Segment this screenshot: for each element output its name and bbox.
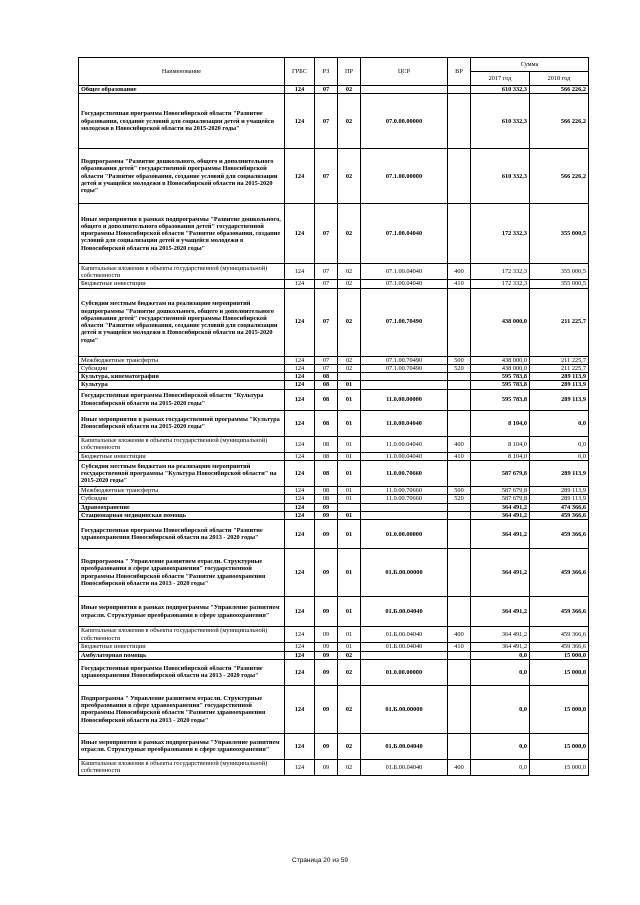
- row-name: Государственная программа Новосибирской области "Культура Новосибирской области на 2015-2020 годы": [79, 389, 285, 410]
- row-pr: 01: [338, 487, 361, 495]
- row-name: Капитальные вложения в объекты государственной (муниципальной) собственности: [79, 264, 285, 280]
- row-name: Иные мероприятия в рамках подпрограммы "Управление развитием отрасли. Структурные преобразования в сфере здравоохранения": [79, 733, 285, 759]
- row-csr: 01.Б.00.04040: [361, 627, 448, 643]
- table-row: [79, 288, 589, 356]
- row-name: Субсидии: [79, 364, 285, 372]
- row-csr: 01.0.00.00000: [361, 520, 448, 549]
- row-sum-2017: 438 000,0: [471, 288, 530, 356]
- row-sum-2017: 364 491,2: [471, 627, 530, 643]
- row-grbs: 124: [285, 264, 315, 280]
- row-grbs: 124: [285, 495, 315, 503]
- row-sum-2018: 289 113,9: [530, 461, 589, 487]
- row-csr: [361, 651, 448, 659]
- row-vr: [448, 410, 471, 436]
- row-sum-2017: 587 679,8: [471, 487, 530, 495]
- row-name: Капитальные вложения в объекты государственной (муниципальной) собственности: [79, 627, 285, 643]
- row-vr: [448, 86, 471, 94]
- row-grbs: 124: [285, 373, 315, 381]
- row-sum-2018: 566 226,2: [530, 94, 589, 149]
- row-vr: 400: [448, 436, 471, 452]
- table-row: [79, 733, 589, 759]
- row-sum-2018: 355 000,5: [530, 280, 589, 288]
- table-row: [79, 94, 589, 149]
- row-rz: 07: [315, 364, 338, 372]
- row-rz: 09: [315, 759, 338, 775]
- row-pr: 01: [338, 436, 361, 452]
- row-vr: 400: [448, 759, 471, 775]
- table-row: [79, 149, 589, 204]
- row-rz: 08: [315, 461, 338, 487]
- row-sum-2017: 172 332,3: [471, 204, 530, 264]
- row-name: Государственная программа Новосибирской области "Развитие образования, создание условий для социализации детей и учащейся молодежи в Новосибирской области на 2015-2020 годы": [79, 94, 285, 149]
- row-csr: 11.0.00.04040: [361, 436, 448, 452]
- table-row: [79, 685, 589, 733]
- row-rz: 07: [315, 149, 338, 204]
- row-sum-2018: 0,0: [530, 436, 589, 452]
- row-sum-2018: 459 366,6: [530, 643, 589, 651]
- row-grbs: 124: [285, 204, 315, 264]
- row-csr: 11.0.00.70660: [361, 461, 448, 487]
- row-vr: 410: [448, 280, 471, 288]
- row-rz: 07: [315, 204, 338, 264]
- row-rz: 09: [315, 643, 338, 651]
- row-vr: [448, 549, 471, 597]
- row-rz: 08: [315, 487, 338, 495]
- row-rz: 08: [315, 436, 338, 452]
- header-year-2017: 2017 год: [471, 72, 530, 86]
- row-sum-2018: 211 225,7: [530, 364, 589, 372]
- table-row: [79, 520, 589, 549]
- row-vr: 410: [448, 452, 471, 460]
- row-sum-2018: 15 000,0: [530, 651, 589, 659]
- row-name: Иные мероприятия в рамках подпрограммы "Развитие дошкольного, общего и дополнительного образования детей" государственной программы Новосибирской области "Развитие образования, создание условий для социализации детей и учащейся молодежи в Новосибирской области на 2015-2020 годы": [79, 204, 285, 264]
- header-sum: Сумма: [471, 58, 589, 72]
- row-pr: 01: [338, 597, 361, 627]
- row-pr: 02: [338, 685, 361, 733]
- row-sum-2018: 459 366,6: [530, 549, 589, 597]
- row-sum-2017: 610 332,3: [471, 94, 530, 149]
- row-sum-2018: 15 000,0: [530, 659, 589, 685]
- row-csr: 07.1.00.70490: [361, 356, 448, 364]
- table-row: [79, 389, 589, 410]
- row-name: Субсидии местным бюджетам на реализацию мероприятий подпрограммы "Развитие дошкольного, общего и дополнительного образования детей" государственной программы Новосибирской области "Развитие образования, создание условий для социализации детей и учащейся молодежи в Новосибирской области на 2015-2020 годы": [79, 288, 285, 356]
- row-sum-2017: 438 000,0: [471, 356, 530, 364]
- row-pr: 02: [338, 364, 361, 372]
- row-csr: 01.Б.00.04040: [361, 643, 448, 651]
- row-sum-2018: 289 113,9: [530, 373, 589, 381]
- row-pr: 01: [338, 461, 361, 487]
- row-sum-2017: 438 000,0: [471, 364, 530, 372]
- table-row: [79, 627, 589, 643]
- row-sum-2018: 355 000,5: [530, 204, 589, 264]
- row-sum-2018: 474 366,6: [530, 503, 589, 511]
- row-pr: 01: [338, 511, 361, 519]
- header-rz: РЗ: [315, 58, 338, 86]
- header-name: Наименование: [79, 58, 285, 86]
- row-sum-2018: 0,0: [530, 452, 589, 460]
- row-pr: 02: [338, 733, 361, 759]
- row-sum-2017: 587 679,8: [471, 461, 530, 487]
- row-sum-2018: 459 366,6: [530, 627, 589, 643]
- row-sum-2018: 211 225,7: [530, 356, 589, 364]
- row-name: Подпрограмма " Управление развитием отрасли. Структурные преобразования в сфере здравоохранения" государственной программы Новосибирской области "Развитие здравоохранения Новосибирской области на 2013 - 2020 годы": [79, 685, 285, 733]
- row-name: Общее образование: [79, 86, 285, 94]
- table-row: [79, 503, 589, 511]
- row-rz: 08: [315, 381, 338, 389]
- row-vr: [448, 511, 471, 519]
- row-csr: 01.Б.00.00000: [361, 685, 448, 733]
- table-body: [79, 86, 589, 776]
- table-row: [79, 511, 589, 519]
- row-rz: 07: [315, 356, 338, 364]
- table-row: [79, 643, 589, 651]
- row-csr: [361, 511, 448, 519]
- row-pr: 02: [338, 280, 361, 288]
- table-row: [79, 461, 589, 487]
- table-row: [79, 364, 589, 372]
- row-sum-2018: 289 113,9: [530, 495, 589, 503]
- header-year-2018: 2018 год: [530, 72, 589, 86]
- row-grbs: 124: [285, 280, 315, 288]
- row-vr: [448, 288, 471, 356]
- row-sum-2017: 610 332,3: [471, 86, 530, 94]
- row-csr: 01.Б.00.04040: [361, 597, 448, 627]
- row-rz: 07: [315, 280, 338, 288]
- row-vr: [448, 520, 471, 549]
- row-name: Подпрограмма "Развитие дошкольного, общего и дополнительного образования детей" государственной программы Новосибирской области "Развитие образования, создание условий для социализации детей и учащейся молодежи в Новосибирской области на 2015-2020 годы": [79, 149, 285, 204]
- row-pr: 02: [338, 264, 361, 280]
- row-grbs: 124: [285, 759, 315, 775]
- row-vr: [448, 659, 471, 685]
- table-row: [79, 495, 589, 503]
- row-grbs: 124: [285, 520, 315, 549]
- row-pr: 02: [338, 94, 361, 149]
- row-name: Иные мероприятия в рамках подпрограммы "Управление развитием отрасли. Структурные преобразования в сфере здравоохранения": [79, 597, 285, 627]
- row-pr: 02: [338, 651, 361, 659]
- row-pr: 02: [338, 288, 361, 356]
- table-row: [79, 487, 589, 495]
- row-pr: 01: [338, 627, 361, 643]
- row-csr: 11.0.00.04040: [361, 410, 448, 436]
- row-csr: [361, 86, 448, 94]
- table-row: [79, 659, 589, 685]
- row-vr: [448, 503, 471, 511]
- row-pr: [338, 503, 361, 511]
- row-rz: 09: [315, 549, 338, 597]
- row-rz: 07: [315, 86, 338, 94]
- row-grbs: 124: [285, 511, 315, 519]
- row-pr: 02: [338, 659, 361, 685]
- table-row: [79, 452, 589, 460]
- row-csr: [361, 503, 448, 511]
- row-rz: 09: [315, 651, 338, 659]
- row-rz: 09: [315, 597, 338, 627]
- table-row: [79, 597, 589, 627]
- row-rz: 08: [315, 495, 338, 503]
- row-sum-2018: 15 000,0: [530, 759, 589, 775]
- row-grbs: 124: [285, 410, 315, 436]
- row-rz: 09: [315, 659, 338, 685]
- row-name: Субсидии: [79, 495, 285, 503]
- row-grbs: 124: [285, 659, 315, 685]
- row-vr: [448, 204, 471, 264]
- row-pr: 01: [338, 520, 361, 549]
- row-grbs: 124: [285, 436, 315, 452]
- row-name: Бюджетные инвестиции: [79, 643, 285, 651]
- row-sum-2017: 0,0: [471, 759, 530, 775]
- row-name: Государственная программа Новосибирской области "Развитие здравоохранения Новосибирской области на 2013 - 2020 годы": [79, 659, 285, 685]
- row-csr: 11.0.00.04040: [361, 452, 448, 460]
- row-csr: 07.1.00.04040: [361, 264, 448, 280]
- row-rz: 09: [315, 627, 338, 643]
- table-row: [79, 204, 589, 264]
- row-csr: 07.1.00.70490: [361, 288, 448, 356]
- row-sum-2017: 595 783,8: [471, 389, 530, 410]
- row-csr: 11.0.00.00000: [361, 389, 448, 410]
- row-name: Бюджетные инвестиции: [79, 452, 285, 460]
- row-grbs: 124: [285, 733, 315, 759]
- table-row: [79, 86, 589, 94]
- row-csr: 01.Б.00.04040: [361, 733, 448, 759]
- row-name: Государственная программа Новосибирской области "Развитие здравоохранения Новосибирской области на 2013 - 2020 годы": [79, 520, 285, 549]
- row-sum-2017: 172 332,3: [471, 264, 530, 280]
- row-sum-2018: 355 000,5: [530, 264, 589, 280]
- row-csr: 07.0.00.00000: [361, 94, 448, 149]
- row-grbs: 124: [285, 651, 315, 659]
- row-csr: 11.0.00.70660: [361, 487, 448, 495]
- row-csr: [361, 381, 448, 389]
- row-vr: 500: [448, 356, 471, 364]
- row-sum-2017: 610 332,3: [471, 149, 530, 204]
- row-grbs: 124: [285, 288, 315, 356]
- row-sum-2017: 364 491,2: [471, 503, 530, 511]
- budget-table: [78, 57, 589, 776]
- row-pr: 02: [338, 759, 361, 775]
- row-sum-2017: 0,0: [471, 659, 530, 685]
- table-row: [79, 356, 589, 364]
- row-rz: 07: [315, 94, 338, 149]
- row-name: Подпрограмма " Управление развитием отрасли. Структурные преобразования в сфере здравоохранения" государственной программы Новосибирской области "Развитие здравоохранения Новосибирской области на 2013 - 2020 годы": [79, 549, 285, 597]
- row-sum-2018: 459 366,6: [530, 520, 589, 549]
- row-name: Здравоохранение: [79, 503, 285, 511]
- header-grbs: ГРБС: [285, 58, 315, 86]
- table-row: [79, 373, 589, 381]
- row-sum-2018: 566 226,2: [530, 149, 589, 204]
- row-grbs: 124: [285, 597, 315, 627]
- row-sum-2017: 595 783,8: [471, 373, 530, 381]
- row-sum-2017: 364 491,2: [471, 549, 530, 597]
- row-rz: 09: [315, 520, 338, 549]
- row-rz: 08: [315, 389, 338, 410]
- row-grbs: 124: [285, 356, 315, 364]
- row-sum-2017: 172 332,3: [471, 280, 530, 288]
- row-grbs: 124: [285, 86, 315, 94]
- row-rz: 08: [315, 452, 338, 460]
- row-vr: [448, 733, 471, 759]
- row-pr: 01: [338, 549, 361, 597]
- table-row: [79, 651, 589, 659]
- row-pr: 02: [338, 204, 361, 264]
- row-pr: 01: [338, 410, 361, 436]
- row-csr: [361, 373, 448, 381]
- row-pr: 02: [338, 86, 361, 94]
- row-csr: 07.1.00.04040: [361, 280, 448, 288]
- row-grbs: 124: [285, 364, 315, 372]
- row-grbs: 124: [285, 389, 315, 410]
- table-row: [79, 759, 589, 775]
- row-name: Межбюджетные трансферты: [79, 487, 285, 495]
- row-sum-2017: 364 491,2: [471, 597, 530, 627]
- row-vr: [448, 597, 471, 627]
- table-row: [79, 264, 589, 280]
- row-sum-2017: 8 104,0: [471, 410, 530, 436]
- row-pr: 01: [338, 643, 361, 651]
- row-grbs: 124: [285, 381, 315, 389]
- row-sum-2018: 289 113,9: [530, 487, 589, 495]
- row-rz: 09: [315, 503, 338, 511]
- table-row: [79, 549, 589, 597]
- row-rz: 07: [315, 264, 338, 280]
- row-rz: 07: [315, 288, 338, 356]
- row-name: Культура, кинематография: [79, 373, 285, 381]
- row-sum-2017: 364 491,2: [471, 643, 530, 651]
- header-vr: ВР: [448, 58, 471, 86]
- header-pr: ПР: [338, 58, 361, 86]
- row-pr: 01: [338, 452, 361, 460]
- row-vr: [448, 389, 471, 410]
- row-vr: 500: [448, 487, 471, 495]
- row-sum-2017: 8 104,0: [471, 436, 530, 452]
- row-vr: 400: [448, 264, 471, 280]
- row-csr: 07.1.00.00000: [361, 149, 448, 204]
- row-vr: 520: [448, 495, 471, 503]
- row-sum-2018: 0,0: [530, 410, 589, 436]
- row-pr: [338, 373, 361, 381]
- row-sum-2018: 211 225,7: [530, 288, 589, 356]
- row-name: Стационарная медицинская помощь: [79, 511, 285, 519]
- row-grbs: 124: [285, 627, 315, 643]
- page-number: Страница 20 из 59: [292, 857, 348, 864]
- row-sum-2018: 566 226,2: [530, 86, 589, 94]
- row-vr: [448, 149, 471, 204]
- row-csr: 07.1.00.70490: [361, 364, 448, 372]
- table-row: [79, 410, 589, 436]
- row-vr: [448, 461, 471, 487]
- header-csr: ЦСР: [361, 58, 448, 86]
- row-grbs: 124: [285, 643, 315, 651]
- row-name: Межбюджетные трансферты: [79, 356, 285, 364]
- table-row: [79, 280, 589, 288]
- table-row: [79, 381, 589, 389]
- row-grbs: 124: [285, 503, 315, 511]
- table-row: [79, 436, 589, 452]
- row-grbs: 124: [285, 487, 315, 495]
- row-vr: [448, 685, 471, 733]
- row-name: Амбулаторная помощь: [79, 651, 285, 659]
- row-sum-2018: 15 000,0: [530, 733, 589, 759]
- row-csr: 07.1.00.04040: [361, 204, 448, 264]
- row-sum-2018: 15 000,0: [530, 685, 589, 733]
- row-grbs: 124: [285, 94, 315, 149]
- row-grbs: 124: [285, 452, 315, 460]
- row-pr: 02: [338, 149, 361, 204]
- row-name: Субсидии местным бюджетам на реализацию мероприятий государственной программы "Культура Новосибирской области" на 2015-2020 годы": [79, 461, 285, 487]
- row-grbs: 124: [285, 685, 315, 733]
- row-csr: 01.Б.00.00000: [361, 549, 448, 597]
- row-rz: 09: [315, 733, 338, 759]
- row-grbs: 124: [285, 461, 315, 487]
- row-rz: 08: [315, 373, 338, 381]
- row-vr: [448, 651, 471, 659]
- row-pr: 02: [338, 356, 361, 364]
- row-sum-2018: 459 366,6: [530, 511, 589, 519]
- row-grbs: 124: [285, 549, 315, 597]
- row-name: Капитальные вложения в объекты государственной (муниципальной) собственности: [79, 759, 285, 775]
- row-sum-2017: 364 491,2: [471, 520, 530, 549]
- row-vr: [448, 94, 471, 149]
- row-rz: 09: [315, 685, 338, 733]
- row-vr: 400: [448, 627, 471, 643]
- row-vr: 410: [448, 643, 471, 651]
- row-pr: 01: [338, 389, 361, 410]
- row-sum-2017: 595 783,8: [471, 381, 530, 389]
- row-name: Иные мероприятия в рамках государственной программы "Культура Новосибирской области на 2015-2020 годы": [79, 410, 285, 436]
- row-grbs: 124: [285, 149, 315, 204]
- row-sum-2017: 0,0: [471, 651, 530, 659]
- row-vr: [448, 381, 471, 389]
- row-csr: 01.Б.00.04040: [361, 759, 448, 775]
- row-sum-2018: 289 113,9: [530, 389, 589, 410]
- row-csr: 11.0.00.70660: [361, 495, 448, 503]
- row-pr: 01: [338, 495, 361, 503]
- row-name: Культура: [79, 381, 285, 389]
- row-sum-2017: 587 679,8: [471, 495, 530, 503]
- row-sum-2017: 8 104,0: [471, 452, 530, 460]
- row-sum-2018: 459 366,6: [530, 597, 589, 627]
- row-sum-2017: 0,0: [471, 733, 530, 759]
- row-vr: 520: [448, 364, 471, 372]
- row-sum-2018: 289 113,9: [530, 381, 589, 389]
- row-rz: 08: [315, 410, 338, 436]
- row-pr: 01: [338, 381, 361, 389]
- row-rz: 09: [315, 511, 338, 519]
- row-csr: 01.0.00.00000: [361, 659, 448, 685]
- row-name: Бюджетные инвестиции: [79, 280, 285, 288]
- row-name: Капитальные вложения в объекты государственной (муниципальной) собственности: [79, 436, 285, 452]
- row-sum-2017: 364 491,2: [471, 511, 530, 519]
- row-vr: [448, 373, 471, 381]
- row-sum-2017: 0,0: [471, 685, 530, 733]
